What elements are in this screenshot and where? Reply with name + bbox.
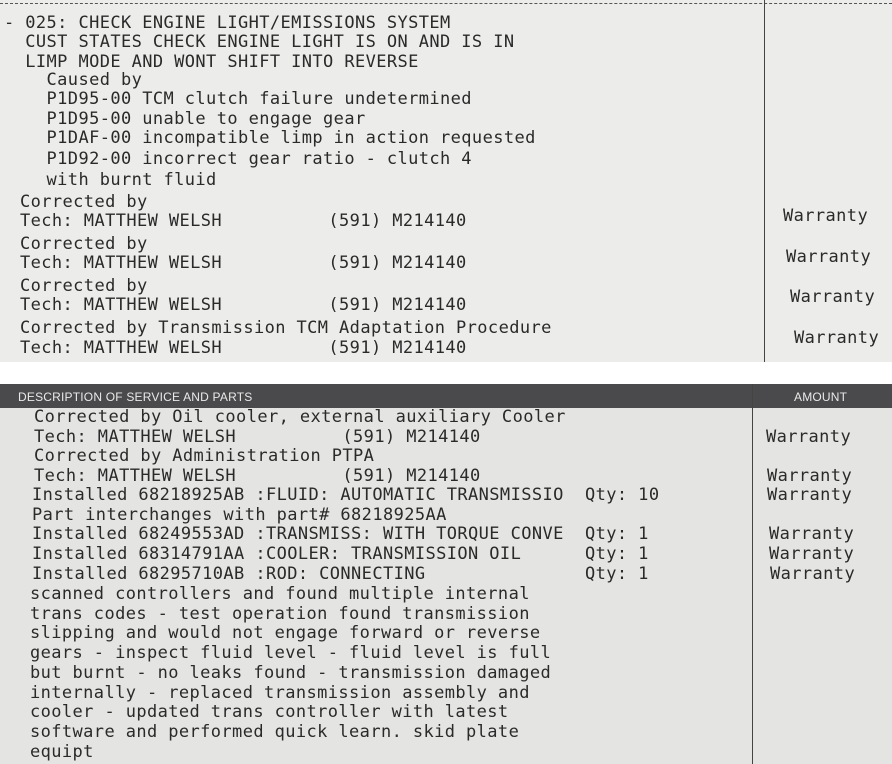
- amount-warranty: Warranty: [767, 485, 853, 505]
- part-installed-line: Installed 68249553AD :TRANSMISS: WITH TORQUE CONVE Qty: 1: [32, 524, 649, 544]
- amount-header: AMOUNT: [794, 390, 848, 404]
- description-header: DESCRIPTION OF SERVICE AND PARTS: [18, 390, 253, 404]
- correction-line: Corrected by Oil cooler, external auxiliary Cooler: [34, 407, 566, 427]
- tech-line: Tech: MATTHEW WELSH (591) M214140: [34, 466, 481, 486]
- perforation-divider: [0, 3, 892, 4]
- bottom-invoice-section: [0, 384, 892, 764]
- cause-code-line: P1DAF-00 incompatible limp in action requested: [4, 128, 536, 148]
- tech-notes-line: gears - inspect fluid level - fluid level is full: [30, 643, 552, 663]
- amount-column-rule: [752, 384, 753, 764]
- amount-warranty: Warranty: [786, 247, 872, 267]
- part-installed-line: Installed 68314791AA :COOLER: TRANSMISSION OIL Qty: 1: [32, 544, 649, 564]
- section-gap: [0, 362, 892, 384]
- tech-notes-line: internally - replaced transmission assembly and: [30, 683, 530, 703]
- tech-notes-line: cooler - updated trans controller with latest: [30, 702, 509, 722]
- amount-warranty: Warranty: [794, 328, 880, 348]
- part-installed-line: Installed 68218925AB :FLUID: AUTOMATIC TRANSMISSIO Qty: 10: [32, 485, 660, 505]
- amount-warranty: Warranty: [769, 524, 855, 544]
- cause-detail-line: with burnt fluid: [4, 170, 217, 190]
- tech-line: Tech: MATTHEW WELSH (591) M214140: [34, 427, 481, 447]
- tech-line: Tech: MATTHEW WELSH (591) M214140: [20, 295, 467, 315]
- amount-warranty: Warranty: [770, 564, 856, 584]
- tech-line: Tech: MATTHEW WELSH (591) M214140: [20, 211, 467, 231]
- amount-column-rule: [764, 0, 765, 362]
- amount-warranty: Warranty: [769, 544, 855, 564]
- tech-notes-line: slipping and would not engage forward or reverse: [30, 623, 541, 643]
- cause-code-line: P1D95-00 unable to engage gear: [4, 109, 366, 129]
- column-header-bar: [0, 384, 892, 408]
- tech-notes-line: scanned controllers and found multiple internal: [30, 584, 530, 604]
- correction-label: Corrected by: [20, 234, 148, 254]
- correction-label: Corrected by: [20, 276, 148, 296]
- amount-warranty: Warranty: [783, 206, 869, 226]
- amount-warranty: Warranty: [766, 427, 852, 447]
- cause-label: Caused by: [4, 70, 143, 90]
- tech-notes-line: software and performed quick learn. skid plate: [30, 722, 520, 742]
- complaint-line: CUST STATES CHECK ENGINE LIGHT IS ON AND IS IN: [4, 32, 515, 52]
- tech-notes-line: but burnt - no leaks found - transmission damaged: [30, 663, 552, 683]
- correction-label: Corrected by: [20, 192, 148, 212]
- correction-label: Corrected by Transmission TCM Adaptation Procedure: [20, 318, 552, 338]
- tech-notes-line: trans codes - test operation found transmission: [30, 604, 530, 624]
- tech-notes-line: equipt: [30, 742, 94, 762]
- job-title-line: - 025: CHECK ENGINE LIGHT/EMISSIONS SYSTEM: [4, 13, 451, 33]
- cause-code-line: P1D95-00 TCM clutch failure undetermined: [4, 89, 472, 109]
- complaint-line: LIMP MODE AND WONT SHIFT INTO REVERSE: [4, 52, 419, 72]
- amount-warranty: Warranty: [767, 466, 853, 486]
- correction-line: Corrected by Administration PTPA: [34, 446, 375, 466]
- amount-warranty: Warranty: [790, 287, 876, 307]
- tech-line: Tech: MATTHEW WELSH (591) M214140: [20, 338, 467, 358]
- part-interchange-line: Part interchanges with part# 68218925AA: [32, 505, 447, 525]
- cause-code-line: P1D92-00 incorrect gear ratio - clutch 4: [4, 149, 472, 169]
- tech-line: Tech: MATTHEW WELSH (591) M214140: [20, 253, 467, 273]
- part-installed-line: Installed 68295710AB :ROD: CONNECTING Qty: 1: [32, 564, 649, 584]
- top-invoice-section: [0, 0, 892, 362]
